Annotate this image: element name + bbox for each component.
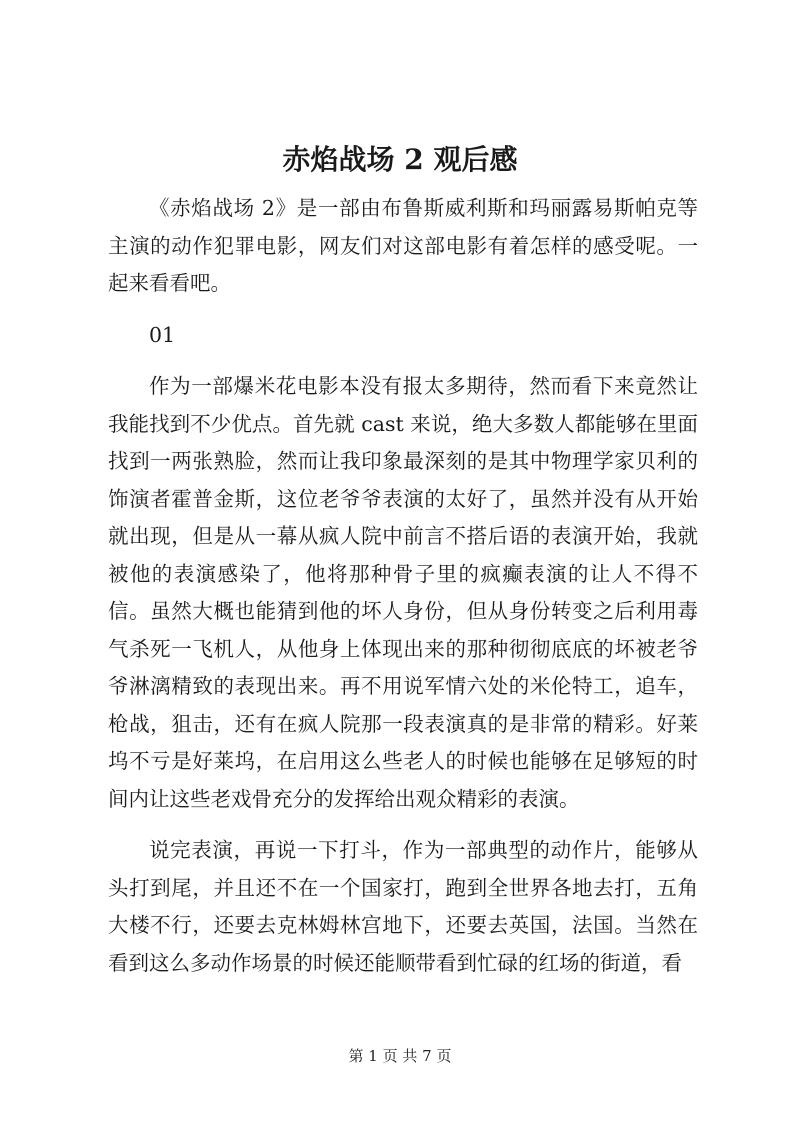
intro-paragraph: 《赤焰战场 2》是一部由布鲁斯威利斯和玛丽露易斯帕克等主演的动作犯罪电影，网友们对这部电影有着怎样的感受呢。一起来看看吧。 [108,196,698,295]
page-footer: 第 1 页 共 7 页 [348,1047,452,1065]
document-body [108,190,698,982]
section-number: 01 [149,322,176,347]
page-title: 赤焰战场 2 观后感 [282,143,518,176]
acting-paragraph: 作为一部爆米花电影本没有报太多期待，然而看下来竟然让我能找到不少优点。首先就 cast 来说，绝大多数人都能够在里面找到一两张熟脸，然而让我印象最深刻的是其中物理学家贝利的饰演者霍普金斯，这位老爷爷表演的太好了，虽然并没有从开始就出现，但是从一幕从疯人院中前言不搭后语的表演开始，我就被他的表演感染了，他将那种骨子里的疯癫表演的让人不得不信。虽然大概也能猜到他的坏人身份，但从身份转变之后利用毒气杀死一飞机人，从他身上体现出来的那种彻彻底底的坏被老爷爷淋漓精致的表现出来。再不用说军情六处的米伦特工，追车，枪战，狙击，还有在疯人院那一段表演真的是非常的精彩。好莱坞不亏是好莱坞，在启用这么些老人的时候也能够在足够短的时间内让这些老戏骨充分的发挥给出观众精彩的表演。 [108,374,698,811]
action-paragraph: 说完表演，再说一下打斗，作为一部典型的动作片，能够从头打到尾，并且还不在一个国家打，跑到全世界各地去打，五角大楼不行，还要去克林姆林宫地下，还要去英国，法国。当然在看到这么多动作场景的时候还能顺带看到忙碌的红场的街道，看 [108,838,698,975]
